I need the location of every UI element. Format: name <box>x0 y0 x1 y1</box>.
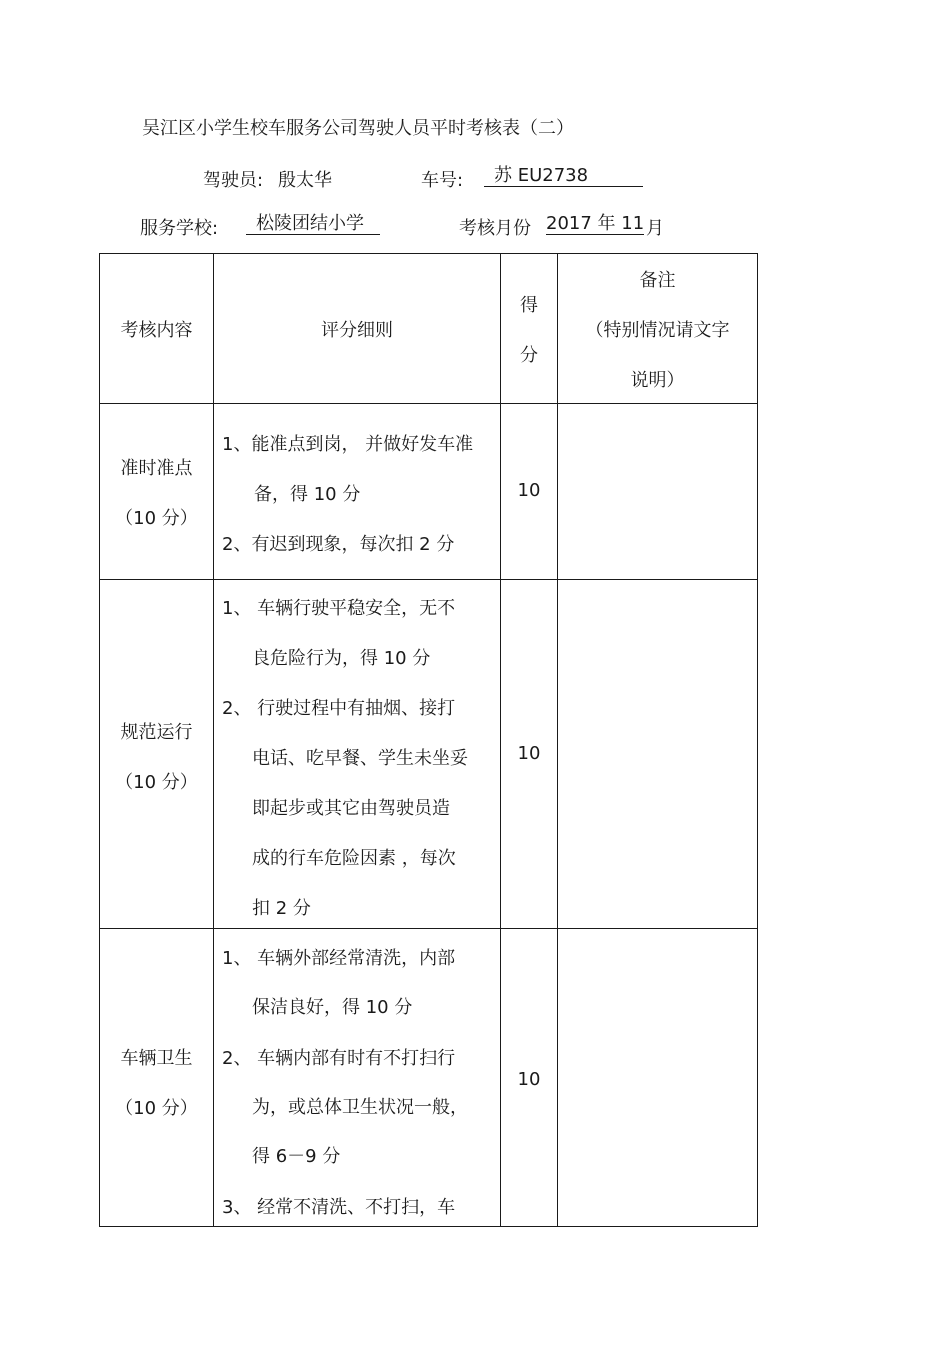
rule-line: 2、有迟到现象，每次扣 2 分 <box>222 534 455 555</box>
rule-line: 得 6－9 分 <box>252 1146 341 1167</box>
row-item-points: （10 分） <box>115 772 198 793</box>
rule-line: 2、 车辆内部有时有不打扫行 <box>222 1048 456 1069</box>
header-rules: 评分细则 <box>321 320 393 341</box>
table-rule <box>99 579 758 580</box>
rule-line: 1、能准点到岗， 并做好发车准 <box>222 434 474 455</box>
table-rule <box>99 928 758 929</box>
header-remark: （特别情况请文字 <box>585 320 730 341</box>
table-rule <box>99 403 758 404</box>
row-score: 10 <box>517 743 541 764</box>
header-score: 分 <box>520 345 538 366</box>
header-remark: 备注 <box>639 270 676 291</box>
month-suffix: 月 <box>646 218 664 239</box>
table-border-top <box>99 253 758 254</box>
row-score: 10 <box>517 480 541 501</box>
row-score: 10 <box>517 1069 541 1090</box>
school-label: 服务学校: <box>140 218 219 239</box>
rule-line: 电话、吃早餐、学生未坐妥 <box>252 748 468 769</box>
month-value: 2017 年 11 <box>546 213 645 234</box>
header-remark: 说明） <box>630 370 685 391</box>
rule-line: 扣 2 分 <box>252 898 311 919</box>
row-item-name: 规范运行 <box>120 722 193 743</box>
row-item-points: （10 分） <box>115 508 198 529</box>
table-border-bottom <box>99 1226 758 1227</box>
table-column-rule <box>213 253 214 1227</box>
rule-line: 为，或总体卫生状况一般， <box>252 1097 468 1118</box>
vehicle-number: 苏 EU2738 <box>484 166 643 187</box>
rule-line: 保洁良好，得 10 分 <box>252 997 413 1018</box>
rule-line: 即起步或其它由驾驶员造 <box>252 798 450 819</box>
rule-line: 成的行车危险因素 ，每次 <box>252 848 456 869</box>
rule-line: 良危险行为，得 10 分 <box>252 648 431 669</box>
page-title: 吴江区小学生校车服务公司驾驶人员平时考核表（二） <box>142 118 574 139</box>
vehicle-label: 车号: <box>421 170 464 191</box>
table-border-right <box>757 253 758 1227</box>
row-item-points: （10 分） <box>115 1098 198 1119</box>
rule-line: 1、 车辆行驶平稳安全，无不 <box>222 598 456 619</box>
assessment-table <box>99 253 758 1227</box>
month-label: 考核月份 <box>459 218 531 239</box>
driver-name: 殷太华 <box>278 170 332 191</box>
rule-line: 备，得 10 分 <box>254 484 361 505</box>
rule-line: 3、 经常不清洗、不打扫，车 <box>222 1197 456 1218</box>
rule-line: 1、 车辆外部经常清洗，内部 <box>222 948 456 969</box>
header-score: 得 <box>520 295 538 316</box>
row-item-name: 准时准点 <box>120 458 193 479</box>
school-name: 松陵团结小学 <box>246 214 380 235</box>
table-column-rule <box>557 253 558 1227</box>
rule-line: 2、 行驶过程中有抽烟、接打 <box>222 698 456 719</box>
driver-label: 驾驶员: <box>203 170 264 191</box>
header-content: 考核内容 <box>120 320 193 341</box>
row-item-name: 车辆卫生 <box>120 1048 193 1069</box>
